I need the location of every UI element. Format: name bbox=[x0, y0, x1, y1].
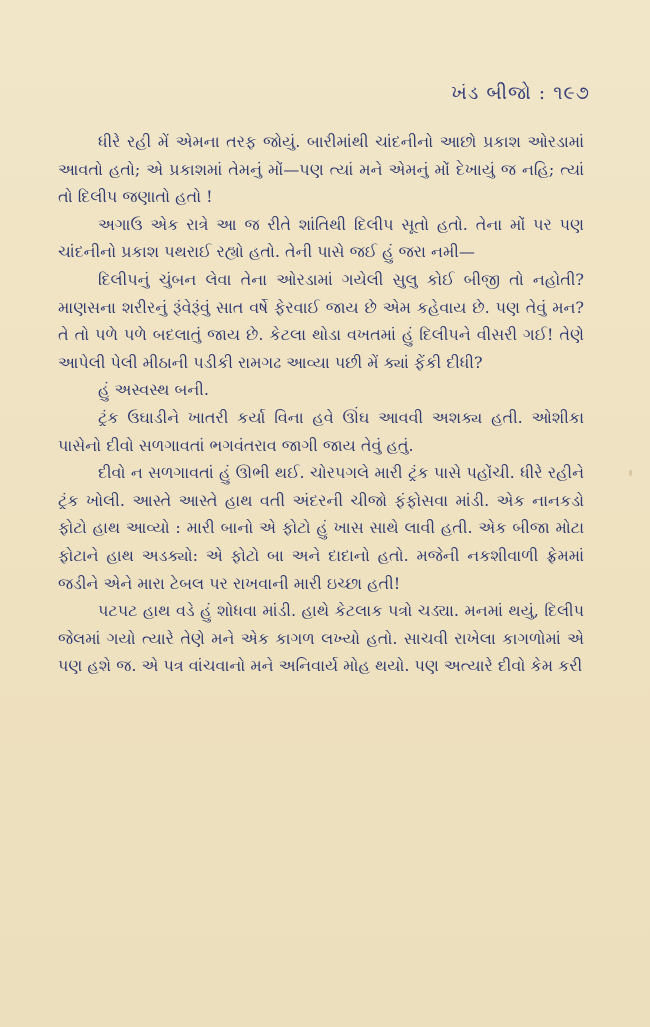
paragraph: દિલીપનું ચુંબન લેવા તેના ઓરડામાં ગયેલી સુલુ કોઈ બીજી તો નહોતી? માણસના શરીરનું રૂંવેરૂંવું સાત વર્ષે ફેરવાઈ જાય છે એમ કહેવાય છે. પણ તેવું મન? તે તો પળે પળે બદલાતું જાય છે. કેટલા થોડા વખતમાં હું દિલીપને વીસરી ગઈ! તેણે આપેલી પેલી મીઠાની પડીકી રામગઢ આવ્યા પછી મેં ક્યાં ફેંકી દીધી? bbox=[58, 269, 584, 372]
body-text bbox=[58, 128, 584, 680]
paragraph: ટ્રંક ઉઘાડીને ખાતરી કર્યા વિના હવે ઊંઘ આવવી અશક્ય હતી. ઓશીકા પાસેનો દીવો સળગાવતાં ભગવંતરાવ જાગી જાય તેવું હતું. bbox=[58, 407, 584, 455]
paragraph: અગાઉ એક રાત્રે આ જ રીતે શાંતિથી દિલીપ સૂતો હતો. તેના મોં પર પણ ચાંદનીનો પ્રકાશ પથરાઈ રહ્યો હતો. તેની પાસે જઈ હું જરા નમી— bbox=[58, 214, 584, 262]
paper-mark bbox=[629, 470, 632, 476]
paragraph: દીવો ન સળગાવતાં હું ઊભી થઈ. ચોરપગલે મારી ટ્રંક પાસે પહોંચી. ધીરે રહીને ટ્રંક ખોલી. આસ્તે આસ્તે હાથ વતી અંદરની ચીજો ફંફોસવા માંડી. એક નાનકડો ફોટો હાથ આવ્યો : મારી બાનો એ ફોટો હું ખાસ સાથે લાવી હતી. એક બીજા મોટા ફોટાને હાથ અડક્યો: એ ફોટો બા અને દાદાનો હતો. મજેની નકશીવાળી ફ્રેમમાં જડીને એને મારા ટેબલ પર રાખવાની મારી ઇચ્છા હતી! bbox=[58, 463, 584, 593]
paragraph: ધીરે રહી મેં એમના તરફ જોયું. બારીમાંથી ચાંદનીનો આછો પ્રકાશ ઓરડામાં આવતો હતો; એ પ્રકાશમાં તેમનું મોં—પણ ત્યાં મને એમનું મોં દેખાયું જ નહિ; ત્યાં તો દિલીપ જણાતો હતો ! bbox=[58, 132, 584, 207]
running-head: ખંડ બીજો : ૧૯૭ bbox=[451, 82, 590, 104]
paragraph: હું અસ્વસ્થ બની. bbox=[98, 380, 209, 400]
paragraph: પટપટ હાથ વડે હું શોધવા માંડી. હાથે કેટલાક પત્રો ચડ્યા. મનમાં થયું, દિલીપ જેલમાં ગયો ત્યારે તેણે મને એક કાગળ લખ્યો હતો. સાચવી રાખેલા કાગળોમાં એ પણ હશે જ. એ પત્ર વાંચવાનો મને અનિવાર્ય મોહ થયો. પણ અત્યારે દીવો કેમ કરી bbox=[58, 601, 584, 676]
